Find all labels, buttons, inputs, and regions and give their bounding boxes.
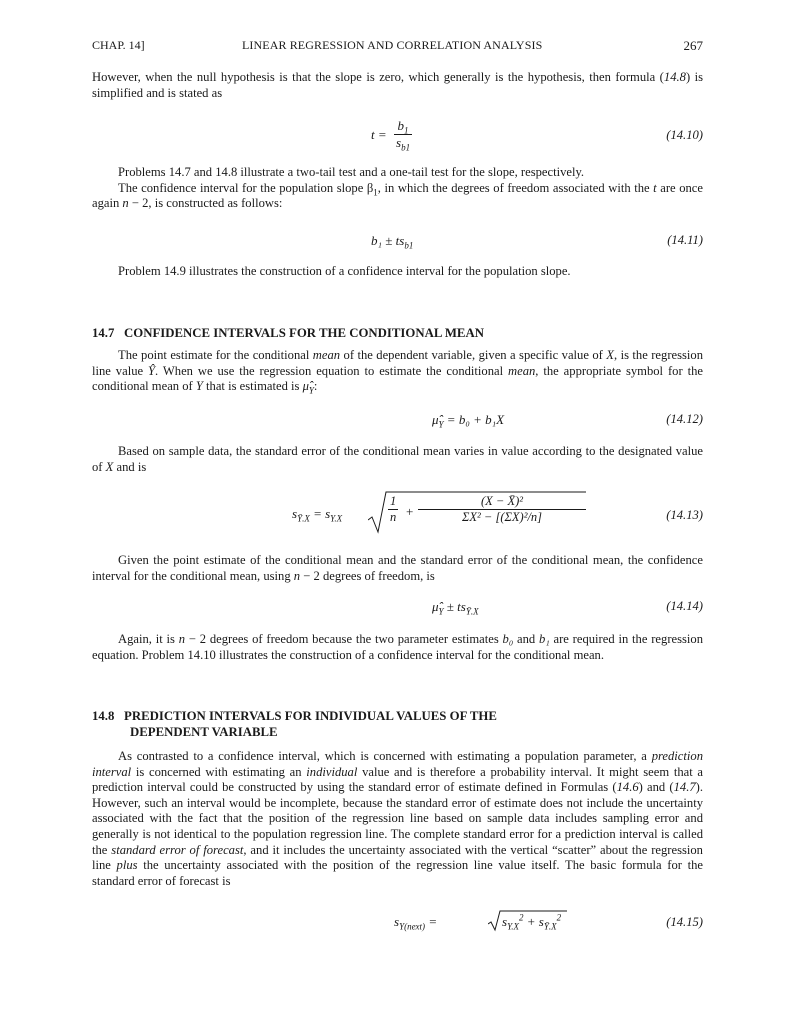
equation-number: (14.11)	[667, 233, 703, 247]
paragraph-degrees-of-freedom: Again, it is n − 2 degrees of freedom because the two parameter estimates b₀ and b₁ are required in the regression equation. Problem 14.10 illustrates the construction of a confidence interval for the conditional mean.	[92, 632, 703, 662]
equation-14-12: $\mû_Y = b_0 + b_1X$ (14.12)	[432, 412, 703, 430]
equation-14-15: $s_{Y(next)}$ = $s_{Y.X}^2 + s_{Ȳ.X}^2$ (14.15)	[92, 910, 703, 934]
equation-number: (14.13)	[666, 508, 703, 522]
paragraph-sample-data: Based on sample data, the standard error of the conditional mean varies in value according to the designated value of X and is	[92, 444, 703, 474]
equation-14-13: $s_{Ȳ.X} = s_{Y.X}$ $\frac{1}{n}$ + $\frac{\text{(X − X̄)²}}{\text{ΣX² − [(ΣX)²/n]}}$ (14.13)	[92, 490, 703, 536]
paragraph-null-hypothesis: However, when the null hypothesis is that the slope is zero, which generally is the hypothesis, then formula (14.8) is simplified and is stated as	[92, 70, 703, 100]
equation-number: (14.12)	[666, 412, 703, 426]
equation-14-11: $b_1 \pm ts_{b1}$ (14.11)	[371, 233, 703, 251]
paragraph-point-estimate: The point estimate for the conditional mean of the dependent variable, given a specific value of X, is the regression line value Ŷ. When we use the regression equation to estimate the conditional mean, the appropriate symbol for the conditional mean of Y that is estimated is $\mû_Y$:	[92, 348, 703, 396]
running-header	[92, 38, 703, 54]
section-heading-14-7: 14.7 CONFIDENCE INTERVALS FOR THE CONDITIONAL MEAN	[92, 326, 484, 340]
equation-14-14: $\mû_Y \pm ts_{Ȳ.X}$ (14.14)	[432, 599, 703, 617]
paragraph-given-estimate: Given the point estimate of the conditional mean and the standard error of the conditional mean, the confidence interval for the conditional mean, using n − 2 degrees of freedom, is	[92, 553, 703, 583]
paragraph-problems: Problems 14.7 and 14.8 illustrate a two-tail test and a one-tail test for the slope, respectively. The confidence interval for the population slope $\beta_1$, in which the degrees of freedom associated with the t are once again n − 2, is constructed as follows:	[92, 165, 703, 211]
section-heading-14-8: 14.8 PREDICTION INTERVALS FOR INDIVIDUAL VALUES OF THE DEPENDENT VARIABLE	[92, 709, 497, 739]
equation-14-10: t = $\frac{b_1}{s_{b1}}$ (14.10)	[371, 118, 703, 153]
equation-number: (14.10)	[666, 128, 703, 142]
paragraph-problem-14-9: Problem 14.9 illustrates the construction of a confidence interval for the population slope.	[118, 264, 571, 278]
page-number: 267	[683, 38, 703, 53]
header-title: LINEAR REGRESSION AND CORRELATION ANALYSIS	[242, 38, 543, 52]
equation-number: (14.14)	[666, 599, 703, 613]
paragraph-prediction-interval: As contrasted to a confidence interval, which is concerned with estimating a population parameter, a prediction interval is concerned with estimating an individual value and is therefore a probability interval. It might seem that a prediction interval could be constructed by using the standard error of estimate defined in Formulas (14.6) and (14.7). However, such an interval would be incomplete, because the standard error of estimate does not include the uncertainty associated with the fact that the position of the regression line based on sample data includes sampling error and generally is not identical to the population regression line. The complete standard error for a prediction interval is called the standard error of forecast, and it includes the uncertainty associated with the vertical “scatter” about the regression line plus the uncertainty associated with the position of the regression line value itself. The basic formula for the standard error of forecast is	[92, 749, 703, 888]
equation-number: (14.15)	[666, 915, 703, 929]
chapter-label: CHAP. 14]	[92, 38, 145, 52]
